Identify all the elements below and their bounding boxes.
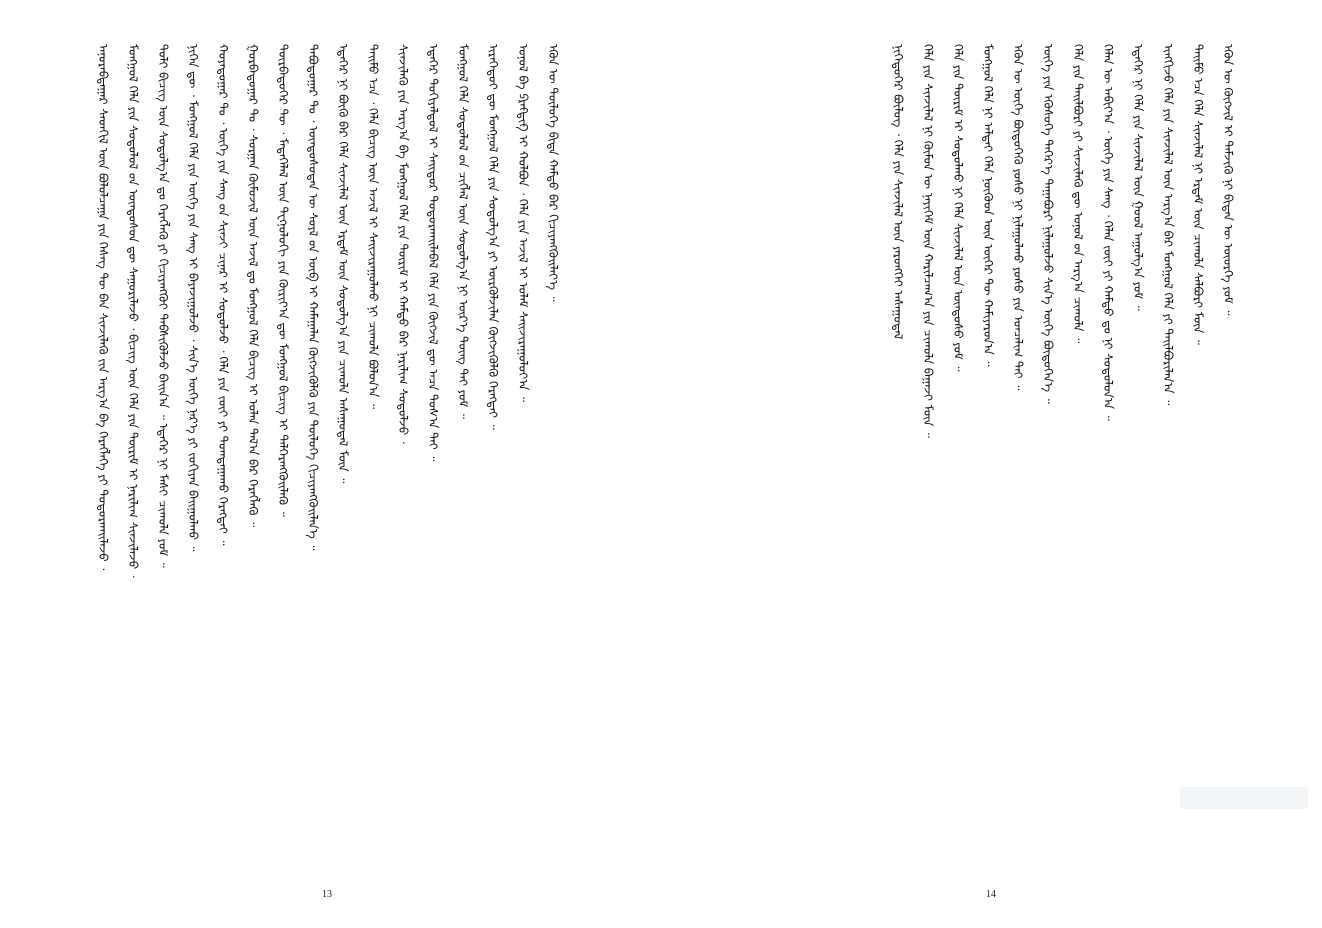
text-column: ᠡᠳᠡᠭᠡᠷ ᠲᠣᠬᠢᠶᠠᠯᠳᠤᠯ ᠢ ᠰᠠᠢᠲᠤᠷ ᠲᠣᠳᠣᠷᠬᠠᠢᠯᠠᠪᠠᠯ ᠬᠡᠯᠡ ᠶᠢᠨ ᠬᠥᠭᠵᠢᠯ ᠳᠦ ᠠᠴᠠ ᠲᠤᠰ᠎ᠠ ᠲᠠᠢ ᠃: [426, 44, 440, 462]
text-column: ᠬᠣᠶᠠᠳᠤᠭᠠᠷ ᠲᠤ ᠂ ᠦᠭᠡ ᠶᠢᠨ ᠰᠠᠩ ᠤ᠋ᠨ ᠰᠢᠨᠵᠢ ᠴᠢᠨᠠᠷ ᠢ ᠰᠤᠳᠤᠯᠵᠤ ᠂ ᠬᠡᠯᠡ ᠶᠢᠨ ᠵᠦᠢ ᠶᠢ ᠲᠣᠭᠲᠠᠭᠠᠬᠤ ᠬᠡᠷᠡᠭᠲᠡᠢ ᠃: [216, 44, 230, 546]
text-column: ᠮᠣᠩᠭᠣᠯ ᠬᠡᠯᠡ ᠰᠤᠳᠤᠯᠤᠯ ᠤ᠋ᠨ ᠴᠢᠭᠯᠡᠯ ᠦᠨ ᠰᠤᠳᠤᠯᠭ᠎ᠠ ᠨᠢ ᠦᠷ᠎ᠡ ᠳᠦᠩ ᠲᠠᠢ ᠶᠤᠮ ᠃: [456, 44, 470, 419]
text-column: ᠡᠭᠦᠨ ᠦ ᠦᠭᠡ ᠪᠦᠲᠦᠭᠡᠬᠦ ᠶᠣᠰᠤ ᠨᠢ ᠨᠢᠯᠠᠭᠤᠯᠬᠤ ᠶᠣᠰᠤ ᠶᠢᠨ ᠣᠨᠴᠠᠯᠢᠭ ᠲᠠᠢ ᠃: [1011, 44, 1025, 391]
text-column: ᠢᠩᠭᠢᠵᠦ ᠬᠡᠯᠡ ᠶᠢᠨ ᠰᠢᠨᠵᠢᠯᠡᠯ ᠦᠨ ᠠᠷᠭ᠎ᠠ ᠪᠠᠷ ᠮᠣᠩᠭᠣᠯ ᠬᠡᠯᠡ ᠶᠢ ᠲᠠᠢᠯᠪᠤᠷᠢᠯᠠᠨ᠎ᠠ ᠃: [1161, 44, 1175, 406]
text-column: ᠰᠢᠨᠵᠢᠯᠡᠬᠦ ᠶᠢᠨ ᠠᠷᠭ᠎ᠠ ᠪᠠ ᠮᠣᠩᠭᠣᠯ ᠬᠡᠯᠡ ᠶᠢᠨ ᠳᠦᠷᠢᠮ ᠢ ᠬᠠᠮᠲᠤ ᠪᠠᠷ ᠨᠠᠷᠢᠯᠢᠭ ᠰᠤᠳᠤᠯᠵᠤ ᠂: [396, 44, 410, 444]
text-column: ᠡᠭᠦᠨ ᠦ ᠬᠥᠭᠵᠢᠯ ᠢ ᠳᠡᠮᠵᠢᠬᠦ ᠨᠢ ᠪᠢᠳᠡᠨ ᠦ ᠦᠦᠷᠭᠡ ᠶᠤᠮ ᠃: [1221, 44, 1235, 316]
text-column: ᠲᠡᠢᠮᠦ ᠡᠴᠡ ᠂ ᠬᠡᠯᠡ ᠪᠢᠴᠢᠭ ᠦᠨ ᠠᠵᠢᠯ ᠢ ᠰᠠᠢᠵᠢᠷᠠᠭᠤᠯᠬᠤ ᠨᠢ ᠴᠢᠬᠤᠯᠠ ᠪᠣᠯᠤᠨ᠎ᠠ ᠃: [366, 44, 380, 410]
text-column: ᠣᠨᠣᠯ ᠪᠠ ᠫᠷᠠᠻᠲᠢᠻ ᠢ ᠬᠣᠯᠪᠣᠨ ᠂ ᠬᠡᠯᠡ ᠶᠢᠨ ᠠᠵᠢᠯ ᠢ ᠤᠯᠠᠮ ᠰᠠᠢᠵᠢᠷᠠᠭᠤᠯᠤᠶ᠎ᠠ ᠃: [516, 44, 530, 403]
text-column: ᠬᠡᠯᠡ ᠶᠢᠨ ᠳᠦᠷᠢᠮ ᠢ ᠰᠤᠳᠤᠯᠬᠤ ᠨᠢ ᠬᠡᠯᠡ ᠰᠢᠨᠵᠢᠯᠡᠯ ᠦᠨ ᠦᠨᠳᠦᠰᠦ ᠶᠤᠮ ᠃: [951, 44, 965, 372]
left-page-text-area: [88, 44, 588, 890]
text-column: ᠡᠳᠡᠭᠡᠷ ᠨᠢ ᠬᠡᠯᠡ ᠶᠢᠨ ᠰᠢᠨᠵᠢᠯᠡᠯ ᠦᠨ ᠭᠣᠣᠯ ᠠᠭᠤᠯᠭ᠎ᠠ ᠶᠤᠮ ᠃: [1131, 44, 1145, 311]
text-column: ᠮᠣᠩᠭᠣᠯ ᠬᠡᠯᠡ ᠶᠢᠨ ᠰᠤᠳᠤᠯᠤᠯ ᠤ᠋ᠨ ᠦᠨᠳᠦᠰᠦᠨ ᠳᠦ ᠰᠠᠭᠤᠷᠢᠯᠠᠵᠤ ᠂ ᠪᠢᠴᠢᠭ ᠦᠨ ᠬᠡᠯᠡ ᠶᠢᠨ ᠳᠦᠷᠢᠮ ᠢ ᠨᠠᠷᠢᠯᠢᠭ ᠰᠢᠨᠵᠢᠯᠡᠵᠦ ᠂: [126, 44, 140, 578]
text-column: ᠮᠣᠩᠭᠣᠯ ᠬᠡᠯᠡ ᠨᠢ ᠠᠯᠲᠠᠢ ᠬᠡᠯᠡ ᠨᠦᠭᠦᠳ ᠦᠨ ᠦᠭᠡᠷ ᠲᠦ ᠬᠠᠮᠢᠶᠠᠷᠤᠨ᠎ᠠ ᠃: [981, 44, 995, 367]
text-column: ᠲᠠᠪᠤᠳᠤᠭᠠᠷ ᠲᠤ ᠂ ᠦᠨᠳᠦᠰᠦᠲᠡᠨ ᠦ ᠰᠤᠶᠯ ᠤ᠋ᠨ ᠥᠪ ᠢ ᠬᠠᠮᠠᠭᠠᠯᠠᠨ ᠬᠥᠭᠵᠢᠭᠦᠯᠬᠦ ᠶᠢᠨ ᠲᠥᠯᠦᠭᠡ ᠬᠢᠴᠢᠶᠡᠩᠭᠦᠢᠯᠡᠨ᠎ᠡ ᠃: [306, 44, 320, 551]
text-column: ᠳᠥᠷᠪᠡᠳᠦᠭᠡᠷ ᠲᠦ ᠂ ᠮᠡᠳᠡᠭᠡᠯᠡᠯ ᠦᠨ ᠲᠧᠬᠨᠣᠯᠣᠭᠢ ᠶᠢᠨ ᠬᠦᠷᠢᠶ᠎ᠡᠨ ᠳᠦ ᠮᠣᠩᠭᠣᠯ ᠪᠢᠴᠢᠭ ᠢ ᠳᠡᠯᠬᠡᠷᠡᠩᠭᠦᠢᠯᠡᠬᠦ ᠃: [276, 44, 290, 517]
text-column: ᠠᠨᠤᠷᠠᠪᠳᠠᠭᠠᠷ ᠰᠡᠳᠬᠢᠯ ᠦᠨ ᠪᠣᠯᠣᠯᠴᠠᠭᠠ ᠶᠢᠨ ᠬᠡᠰᠡᠭ ᠲᠦ ᠪᠠᠨ ᠰᠢᠨᠵᠢᠯᠡᠬᠦ ᠶ᠋ᠢᠨ ᠠᠷᠭ᠎ᠠ ᠪᠠ ᠬᠡᠷᠡᠭᠯᠡᠭᠡ ᠶᠢ ᠲᠣᠳᠣᠷᠬᠠᠢᠯᠠᠵᠤ ᠂: [96, 44, 110, 571]
text-column: ᠨᠢᠭᠡᠳᠦᠭᠡᠷ ᠪᠦᠯᠦᠭ ᠂ ᠬᠡᠯᠡ ᠶᠢᠨ ᠰᠢᠨᠵᠢᠯᠡᠯ ᠦᠨ ᠶᠡᠷᠦᠩᠬᠡᠢ ᠠᠰᠠᠭᠤᠳᠠᠯ: [891, 44, 905, 340]
text-column: ᠨᠢᠭᠡᠨ ᠳᠦ ᠂ ᠮᠣᠩᠭᠣᠯ ᠬᠡᠯᠡ ᠶᠢᠨ ᠦᠭᠡ ᠶᠢᠨ ᠰᠠᠩ ᠢ ᠪᠠᠶᠠᠵᠢᠭᠤᠯᠵᠤ ᠂ ᠰᠢᠨ᠎ᠡ ᠦᠭᠡ ᠨᠡᠷ᠎ᠡ ᠶᠢ ᠵᠣᠬᠢᠶᠠᠨ ᠪᠠᠢᠭᠤᠯᠬᠤ ᠃: [186, 44, 200, 552]
text-column: ᠭᠤᠷᠪᠠᠳᠤᠭᠠᠷ ᠲᠤ ᠂ ᠰᠤᠷᠭᠠᠨ ᠬᠦᠮᠦᠵᠢᠯ ᠦᠨ ᠠᠵᠢᠯ ᠳᠤ ᠮᠣᠩᠭᠣᠯ ᠬᠡᠯᠡ ᠪᠢᠴᠢᠭ ᠢ ᠣᠯᠠᠨ ᠲᠠᠯ᠎ᠠ ᠪᠠᠷ ᠬᠡᠷᠡᠭᠯᠡᠬᠦ ᠃: [246, 44, 260, 528]
page-number: 13: [322, 889, 332, 900]
text-column: ᠡᠳᠡᠭᠡᠷ ᠨᠢ ᠪᠦᠬᠦ ᠪᠠᠷ ᠬᠡᠯᠡ ᠰᠢᠨᠵᠢᠯᠡᠯ ᠦᠨ ᠡᠷᠳᠡᠮ ᠦᠨ ᠰᠤᠳᠤᠯᠭ᠎ᠠ ᠶᠢᠨ ᠴᠢᠬᠤᠯᠠ ᠠᠰᠠᠭᠤᠳᠠᠯ ᠮᠥᠨ ᠃: [336, 44, 350, 484]
text-column: ᠲᠣᠯᠢ ᠪᠢᠴᠢᠭ ᠦᠨ ᠰᠤᠳᠤᠯᠭ᠎ᠠ ᠳᠤ ᠬᠡᠷᠡᠭᠯᠡᠬᠦ ᠶᠢ ᠬᠢᠴᠢᠶᠡᠩᠭᠦᠢ ᠳᠡᠪᠰᠢᠭᠦᠯᠵᠦ ᠪᠠᠢᠨ᠎ᠠ ᠃ ᠡᠳᠡᠭᠡᠷ ᠨᠢ ᠮᠠᠰᠢ ᠴᠢᠬᠤᠯᠠ ᠶᠤᠮ ᠃: [156, 44, 170, 568]
page-number: 14: [986, 889, 996, 900]
right-page-text-area: [883, 44, 1239, 890]
text-column: ᠬᠡᠯᠡ ᠶᠢᠨ ᠲᠠᠢᠯᠪᠤᠷᠢ ᠶᠢ ᠰᠢᠨᠵᠢᠯᠡᠬᠦ ᠳᠦ ᠣᠨᠣᠯ ᠤ᠋ᠨ ᠠᠷᠭ᠎ᠠ ᠴᠢᠬᠤᠯᠠ ᠃: [1071, 44, 1085, 344]
text-column: ᠢᠷᠡᠭᠡᠳᠦᠢ ᠳᠦ ᠮᠣᠩᠭᠣᠯ ᠬᠡᠯᠡ ᠶᠢᠨ ᠰᠤᠳᠤᠯᠭ᠎ᠠ ᠶᠢ ᠦᠷᠭᠦᠯᠵᠢᠯᠡᠨ ᠬᠥᠭᠵᠢᠭᠦᠯᠬᠦ ᠬᠡᠷᠡᠭᠲᠡᠢ ᠃: [486, 44, 500, 430]
watermark: [1180, 787, 1308, 809]
text-column: ᠡᠭᠦᠨ ᠦ ᠲᠥᠯᠦᠭᠡ ᠪᠢᠳᠡ ᠬᠠᠮᠲᠤ ᠪᠠᠷ ᠬᠢᠴᠢᠶᠡᠩᠭᠦᠢᠯᠡᠶ᠎ᠡ ᠃: [546, 44, 560, 302]
text-column: ᠬᠡᠯᠡᠨ ᠦ ᠠᠪᠢᠶ᠎ᠠ ᠂ ᠦᠭᠡ ᠶᠢᠨ ᠰᠠᠩ ᠂ ᠬᠡᠯᠡᠨ ᠵᠦᠢ ᠶᠢ ᠬᠠᠮᠲᠤ ᠳᠤ ᠨᠢ ᠰᠤᠳᠤᠯᠤᠨ᠎ᠠ ᠃: [1101, 44, 1115, 421]
text-column: ᠲᠡᠢᠮᠦ ᠡᠴᠡ ᠬᠡᠯᠡ ᠰᠢᠨᠵᠢᠯᠡᠯ ᠨᠢ ᠡᠷᠳᠡᠮ ᠦᠨ ᠴᠢᠬᠤᠯᠠ ᠰᠠᠯᠪᠤᠷᠢ ᠮᠥᠨ ᠃: [1191, 44, 1205, 345]
text-column: ᠦᠭᠡ ᠶᠢᠨ ᠡᠭᠦᠰᠦᠭᠡ ᠳᠡᠭᠡᠷ᠎ᠡ ᠳᠠᠭᠠᠪᠤᠷᠢ ᠨᠢᠯᠠᠭᠤᠯᠵᠤ ᠰᠢᠨ᠎ᠡ ᠦᠭᠡ ᠪᠦᠲᠦᠭᠡᠨ᠎ᠡ ᠃: [1041, 44, 1055, 404]
text-column: ᠬᠡᠯᠡ ᠶᠢᠨ ᠰᠢᠨᠵᠢᠯᠡᠯ ᠨᠢ ᠬᠦᠮᠦᠨ ᠦ ᠨᠡᠶᠢᠭᠡᠮ ᠦᠨ ᠬᠠᠷᠢᠯᠴᠠᠭ᠎ᠠ ᠶᠢᠨ ᠴᠢᠬᠤᠯᠠ ᠪᠠᠭᠠᠵᠢ ᠮᠥᠨ ᠃: [921, 44, 935, 438]
